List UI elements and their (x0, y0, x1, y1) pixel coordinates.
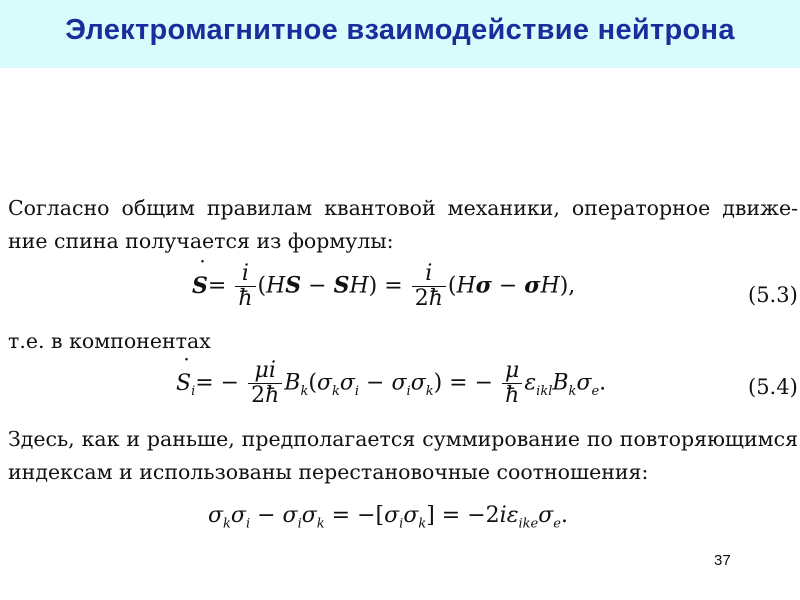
equation-5-4: ˙ $S_i=$ − $\frac{\mu i}{2ħ}$ $B_k(\sigma_k\sigma_i - \sigma_i\sigma_k)$ = − $\frac{\mu}{ħ}$ $\varepsilon_{ikl}B_k\sigma_e$. (176, 359, 606, 408)
equation-number-5-3: (5.3) (748, 283, 798, 307)
paragraph-summation: Здесь, как и раньше, предполагается суммирование по повторяющимся индексам и использованы перестановочные соотношения: (8, 427, 798, 484)
paragraph-components: т.е. в компонентах (8, 329, 211, 353)
slide-title: Электромагнитное взаимодействие нейтрона (65, 14, 735, 46)
paragraph-intro: Согласно общим правилам квантовой механики, операторное движе-ние спина получается из формулы: (8, 196, 798, 253)
equation-commutation: $\sigma_k\sigma_i - \sigma_i\sigma_k = -[\sigma_i\sigma_k] = -2i\varepsilon_{ike}\sigma_e$. (208, 503, 568, 532)
equation-5-3: ˙ S= $\frac{i}{ħ}$ (HS − SH) = $\frac{i}{2ħ}$ (Hσ − σH), (192, 262, 575, 311)
page-number: 37 (714, 552, 731, 569)
equation-number-5-4: (5.4) (748, 375, 798, 399)
